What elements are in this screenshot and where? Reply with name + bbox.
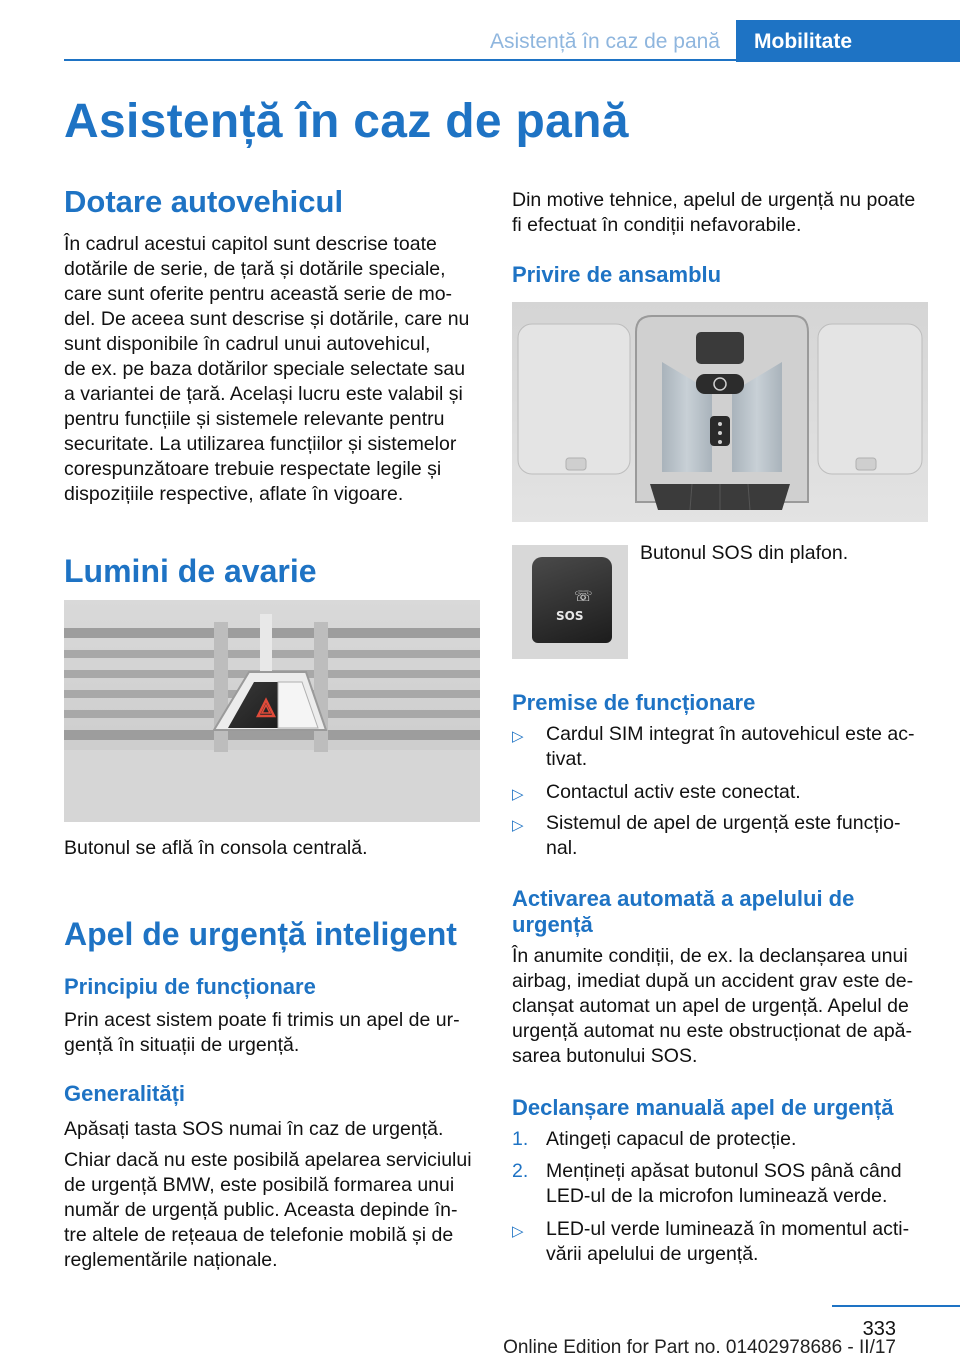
step-number: 1. (512, 1128, 529, 1150)
generalitati-sos-note: Apăsați tasta SOS numai în caz de urgență. (64, 1118, 444, 1140)
result-item (512, 1217, 926, 1267)
phone-icon: ☏ (574, 587, 593, 605)
overhead-console-photo (512, 302, 928, 522)
header-tab-mobilitate[interactable]: Mobilitate (736, 20, 960, 62)
text-line: a variantei de țară. Același lucru este valabil și (64, 383, 463, 405)
text-line: Chiar dacă nu este posibilă apelarea serviciului (64, 1149, 472, 1171)
header-section-title: Asistență în caz de pană (490, 30, 720, 53)
text-line: LED-ul verde luminează în momentul acti- (546, 1218, 910, 1240)
text-line: corespunzătoare trebuie respectate legile și (64, 458, 442, 480)
text-line: Cardul SIM integrat în autovehicul este ac- (546, 723, 915, 745)
heading-activare-automata (512, 886, 854, 938)
triangle-bullet-icon: ▷ (512, 1223, 524, 1240)
hazard-caption: Butonul se află în consola centrală. (64, 837, 368, 859)
premise-item (512, 722, 926, 772)
premise-item (512, 811, 926, 861)
heading-line: Activarea automată a apelului de (512, 886, 855, 911)
footer-rule (832, 1305, 960, 1307)
heading-apel-urgenta: Apel de urgență inteligent (64, 916, 457, 952)
text-line: Contactul activ este conectat. (546, 781, 801, 803)
generalitati-paragraph (64, 1148, 472, 1273)
heading-principiu: Principiu de funcționare (64, 974, 316, 999)
text-line: dispozițiile respective, aflate în vigoare. (64, 483, 404, 505)
text-line: Mențineți apăsat butonul SOS până când (546, 1160, 902, 1182)
dotare-paragraph (64, 232, 469, 507)
text-line: securitate. La utilizarea funcțiilor și sistemelor (64, 433, 457, 455)
text-line: Atingeți capacul de protecție. (546, 1128, 797, 1150)
hazard-button-photo (64, 600, 480, 822)
text-line: care sunt oferite pentru această serie de mo- (64, 283, 453, 305)
text-line: reglementările naționale. (64, 1249, 278, 1271)
intro-paragraph (512, 188, 915, 238)
step-item (512, 1159, 926, 1209)
text-line: urgență automat nu este obstrucționat de apă- (512, 1020, 913, 1042)
text-line: dotările de serie, de țară și dotările speciale, (64, 258, 446, 280)
sos-button-cap (532, 557, 612, 643)
text-line: Sistemul de apel de urgență este funcțio- (546, 812, 901, 834)
heading-generalitati: Generalități (64, 1081, 186, 1106)
triangle-bullet-icon: ▷ (512, 728, 524, 745)
text-line: În anumite condiții, de ex. la declanșarea unui (512, 945, 908, 967)
text-line: tre altele de rețeaua de telefonie mobilă și de (64, 1224, 454, 1246)
text-line: LED-ul de la microfon luminează verde. (546, 1185, 888, 1207)
text-line: del. De aceea sunt descrise și dotările, care nu (64, 308, 470, 330)
text-line: număr de urgență public. Aceasta depinde în- (64, 1199, 458, 1221)
text-line: nal. (546, 837, 578, 859)
page-number: 333 (862, 1318, 896, 1340)
triangle-bullet-icon: ▷ (512, 817, 524, 834)
header-rule (64, 59, 960, 61)
text-line: vării apelului de urgență. (546, 1243, 759, 1265)
text-line: gență în situații de urgență. (64, 1034, 300, 1056)
heading-premise: Premise de funcționare (512, 690, 756, 715)
text-line: sunt disponibile în cadrul unui autovehicul, (64, 333, 431, 355)
heading-lumini-avarie: Lumini de avarie (64, 553, 317, 589)
text-line: Prin acest sistem poate fi trimis un apel de ur- (64, 1009, 460, 1031)
text-line: fi efectuat în condiții nefavorabile. (512, 214, 802, 236)
sos-button-image (512, 545, 628, 659)
heading-declansare-manuala: Declanșare manuală apel de urgență (512, 1095, 894, 1120)
heading-dotare: Dotare autovehicul (64, 184, 344, 219)
activare-paragraph (512, 944, 913, 1069)
triangle-bullet-icon: ▷ (512, 786, 524, 803)
heading-privire-ansamblu: Privire de ansamblu (512, 262, 722, 287)
heading-line: urgență (512, 912, 593, 937)
text-line: Din motive tehnice, apelul de urgență nu poate (512, 189, 916, 211)
text-line: airbag, imediat după un accident grav este de- (512, 970, 914, 992)
text-line: tivat. (546, 748, 588, 770)
premise-item (512, 780, 926, 805)
text-line: pentru funcțiile și sistemele relevante pentru (64, 408, 445, 430)
sos-caption: Butonul SOS din plafon. (640, 542, 849, 564)
sos-label: SOS (556, 609, 584, 623)
text-line: de urgență BMW, este posibilă formarea unui (64, 1174, 455, 1196)
principiu-paragraph (64, 1008, 460, 1058)
page-title: Asistență în caz de pană (64, 95, 629, 148)
edition-note: Online Edition for Part no. 01402978686 - II/17 (503, 1337, 896, 1358)
text-line: clanșat automat un apel de urgență. Apelul de (512, 995, 909, 1017)
text-line: În cadrul acestui capitol sunt descrise toate (64, 233, 437, 255)
text-line: sarea butonului SOS. (512, 1045, 698, 1067)
step-number: 2. (512, 1160, 529, 1182)
step-item (512, 1127, 926, 1152)
text-line: de ex. pe baza dotărilor speciale selectate sau (64, 358, 466, 380)
